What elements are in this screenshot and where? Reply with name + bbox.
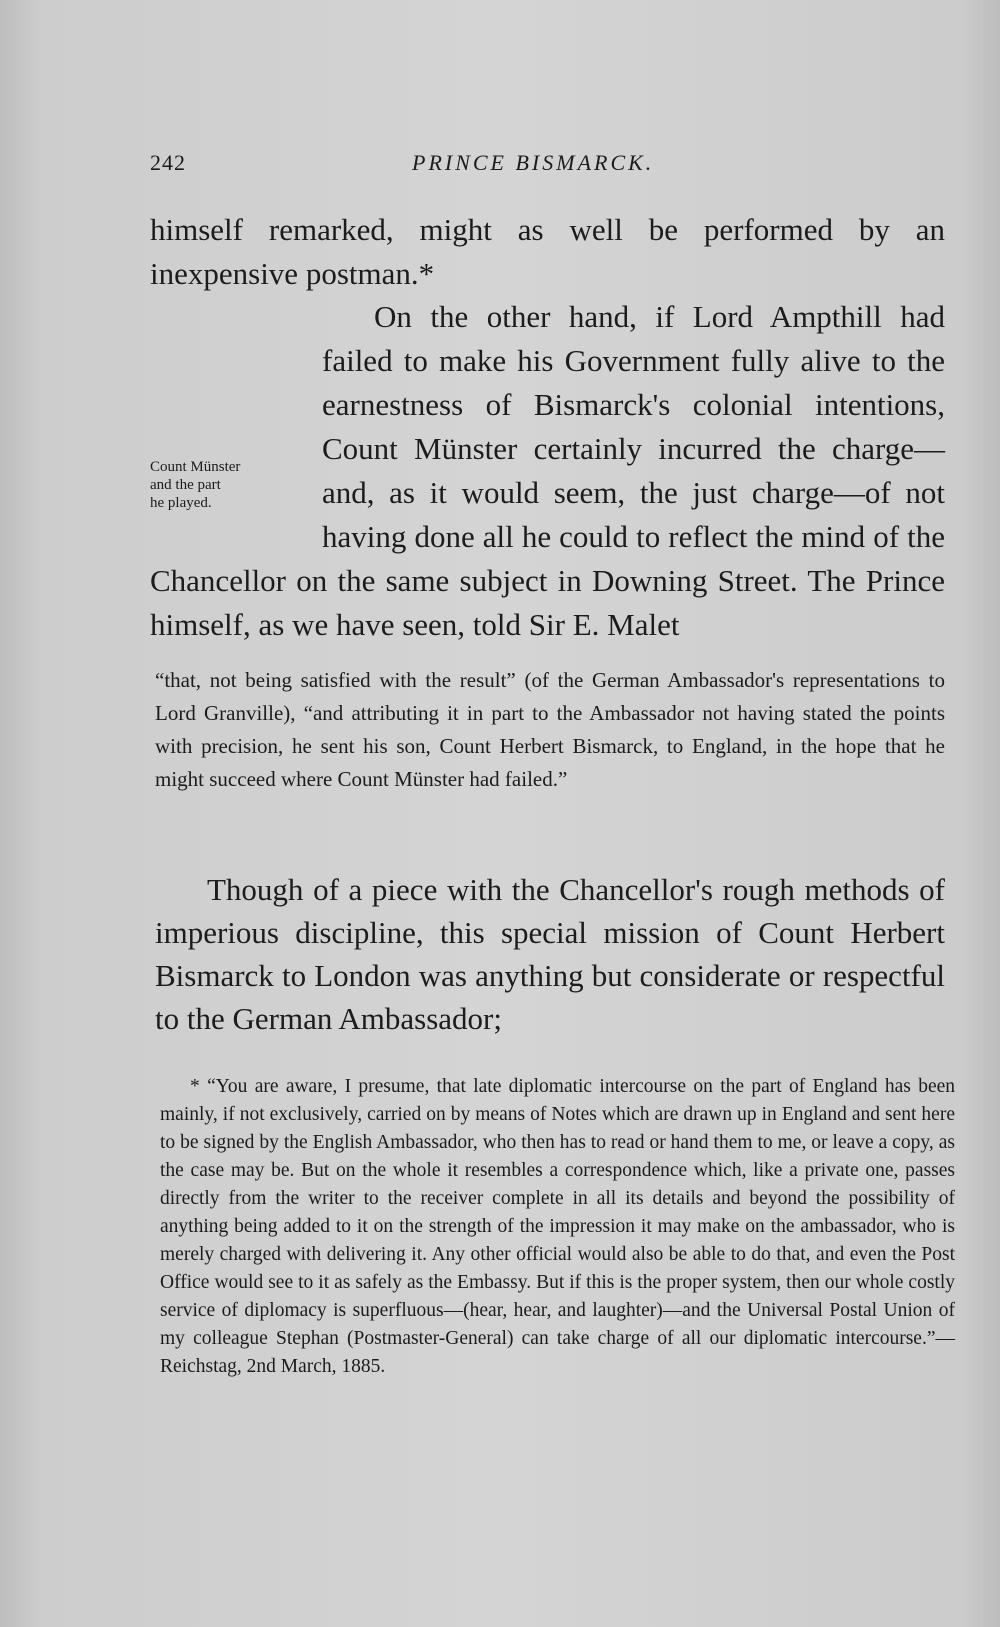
paragraph-mission-text: Though of a piece with the Chancellor's rough methods of imperious discipline, this special mission of Count Herbert Bismarck to London was anything but considerate or respectful to the German Ambassador;	[155, 872, 945, 1036]
paragraph-ampthill-text: On the other hand, if Lord Ampthill had failed to make his Government fully alive to the earnestness of Bismarck's colonial intentions, Count Münster certainly incurred the charge—and, as it would seem, the just charge—of not having done all he could to reflect the mind of the Chancellor on the same subject in Downing Street. The Prince himself, as we have seen, told Sir E. Malet	[150, 299, 945, 642]
page-header	[150, 150, 950, 190]
footnote: * “You are aware, I presume, that late diplomatic intercourse on the part of England has been mainly, if not exclusively, carried on by means of Notes which are drawn up in England and sent here to be signed by the English Ambassador, who then has to read or hand them to me, or leave a copy, as the case may be. But on the whole it resembles a correspondence which, like a private one, passes directly from the writer to the receiver complete in all its details and beyond the possibility of anything being added to it on the strength of the impression it may make on the ambassador, who is merely charged with delivering it. Any other official would also be able to do that, and even the Post Office would see to it as safely as the Embassy. But if this is the proper system, then our whole costly service of diplomacy is superfluous—(hear, hear, and laughter)—and the Universal Postal Union of my colleague Stephan (Postmaster-General) can take charge of all our diplomatic intercourse.”—Reichstag, 2nd March, 1885.	[160, 1076, 955, 1377]
side-note: Count Münster and the part he played.	[150, 459, 241, 511]
running-title: PRINCE BISMARCK.	[412, 150, 655, 175]
page-number: 242	[150, 150, 186, 175]
block-quote: “that, not being satisfied with the result” (of the German Ambassador's representations to Lord Granville), “and attributing it in part to the Ambassador not having stated the points with precision, he sent his son, Count Herbert Bismarck, to England, in the hope that he might succeed where Count Münster had failed.”	[155, 668, 945, 791]
paragraph-mission	[155, 868, 945, 1040]
paragraph-continuation: himself remarked, might as well be performed by an inexpensive postman.*	[150, 212, 945, 291]
